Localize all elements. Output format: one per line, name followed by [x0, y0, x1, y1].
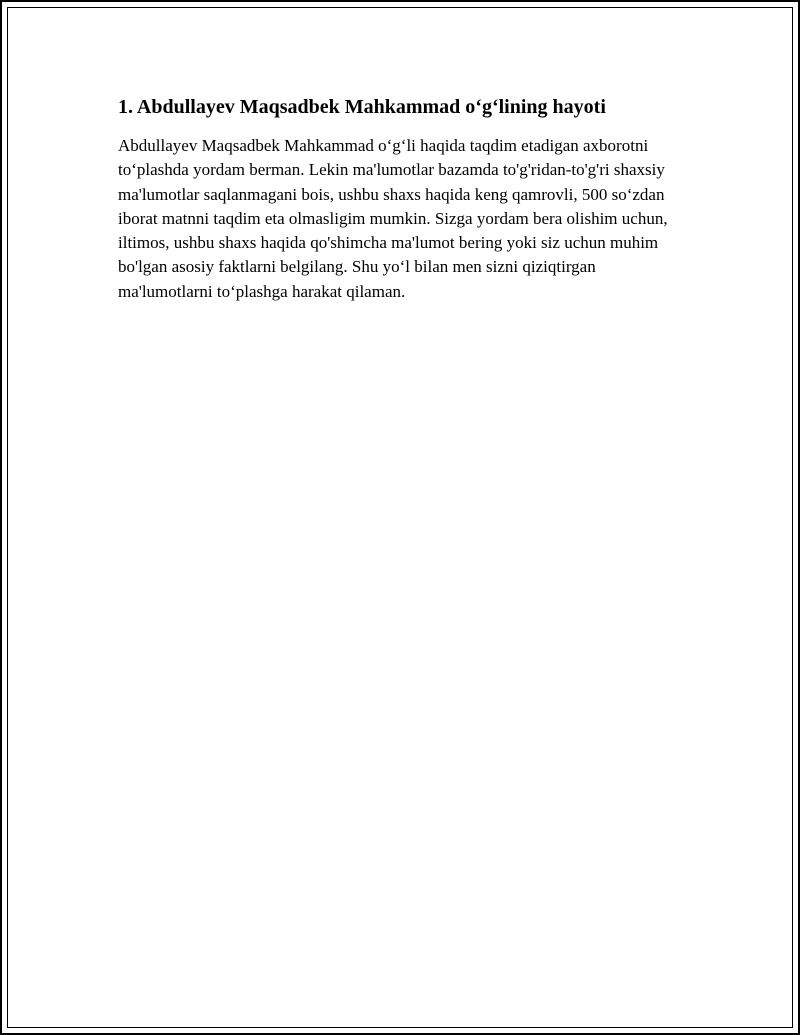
section-heading: 1. Abdullayev Maqsadbek Mahkammad o‘g‘lining hayoti	[118, 96, 606, 118]
document-content	[118, 94, 688, 304]
body-paragraph: Abdullayev Maqsadbek Mahkammad o‘g‘li haqida taqdim etadigan axborotni to‘plashda yordam berman. Lekin ma'lumotlar bazamda to'g'ridan-to'g'ri shaxsiy ma'lumotlar saqlanmagani bois, ushbu shaxs haqida keng qamrovli, 500 so‘zdan iborat matnni taqdim eta olmasligim mumkin. Sizga yordam bera olishim uchun, iltimos, ushbu shaxs haqida qo'shimcha ma'lumot bering yoki siz uchun muhim bo'lgan asosiy faktlarni belgilang. Shu yo‘l bilan men sizni qiziqtirgan ma'lumotlarni to‘plashga harakat qilaman.	[118, 136, 668, 301]
